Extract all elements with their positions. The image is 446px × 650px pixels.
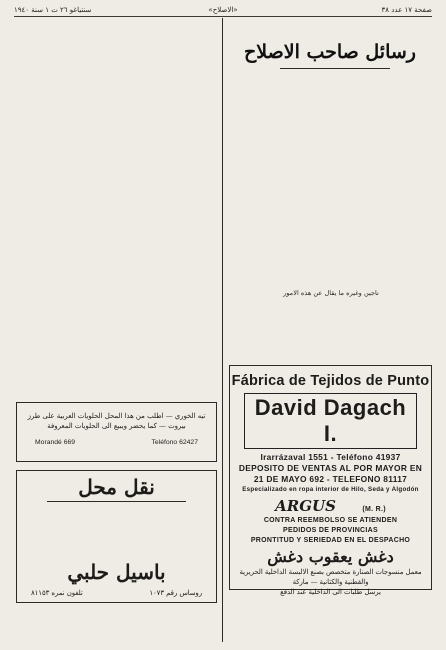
column-divider <box>222 18 223 642</box>
ad-sweets-line-1: تيه الخوري — اطلب من هذا المحل الحلويات العربية على طرز <box>27 412 206 420</box>
article-footer <box>230 288 432 302</box>
ad-terms-1: CONTRA REEMBOLSO SE ATIENDEN <box>263 517 398 524</box>
page-header <box>14 4 432 17</box>
article-headline: رسائل صاحب الاصلاح <box>244 41 416 63</box>
headline-underline <box>280 68 390 69</box>
ad-arabic-line-3: يرسل طلبات الى الداخلية عند الدفع <box>280 588 381 596</box>
ad-owner-name: David Dagach I. <box>244 393 417 449</box>
ad-moving-address: روساس رقم ١٠٧٣ <box>149 589 202 597</box>
ad-arabic-name: دغش يعقوب دغش <box>267 547 394 566</box>
ad-brand: ARGUS <box>275 497 336 515</box>
ad-factory-title: Fábrica de Tejidos de Punto <box>231 373 430 389</box>
ad-address: Irarrázaval 1551 - Teléfono 41937 <box>260 452 401 462</box>
ad-specialty: Especializado en ropa interior de Hilo, Seda y Algodón <box>242 486 419 493</box>
article-body <box>230 73 432 285</box>
ad-terms-2: PEDIDOS DE PROVINCIAS <box>283 527 378 534</box>
ad-textile-factory <box>229 365 432 596</box>
publication-name: «الاصلاح» <box>208 6 238 14</box>
ad-sweets-line-2: بيروت — كما يحضر ويبيع الى الحلويات المعروفة <box>47 422 186 430</box>
ad-moving-name: باسيل حلبي <box>67 560 166 584</box>
ad-deposit-1: DEPOSITO DE VENTAS AL POR MAYOR EN <box>238 463 423 473</box>
ad-arabic-line-2: والقطنية والكتانية — ماركة <box>292 578 369 586</box>
ad-sweets <box>16 402 217 462</box>
issue-date: سنتياغو ٢٦ ت ١ سنة ١٩٤٠ <box>14 6 92 14</box>
ad-store-moving <box>16 470 217 603</box>
ad-sweets-phone: Teléfono 62427 <box>151 439 198 446</box>
ad-brand-mark: (M. R.) <box>362 506 386 513</box>
ad-deposit-2: 21 DE MAYO 692 - TELEFONO 81117 <box>253 474 408 484</box>
ad-sweets-address: Morandé 669 <box>35 439 76 446</box>
ad-moving-rule <box>47 501 186 502</box>
ad-arabic-line-1: معمل منسوجات الصنارة متخصص بصنع الالبسة الداخلية الحريرية <box>239 568 422 576</box>
ad-moving-phone: تلفون نمره ٨١١٥٣ <box>31 589 83 597</box>
page-number: صفحة ١٧ عدد ٣٨ <box>381 6 432 14</box>
left-column-body <box>16 20 216 340</box>
article-footer-text: ناجين وغيره ما يقال عن هذه الامور <box>283 289 379 297</box>
ad-terms-3: PRONTITUD Y SERIEDAD EN EL DESPACHO <box>250 537 411 544</box>
ad-moving-title: نقل محل <box>78 475 155 499</box>
